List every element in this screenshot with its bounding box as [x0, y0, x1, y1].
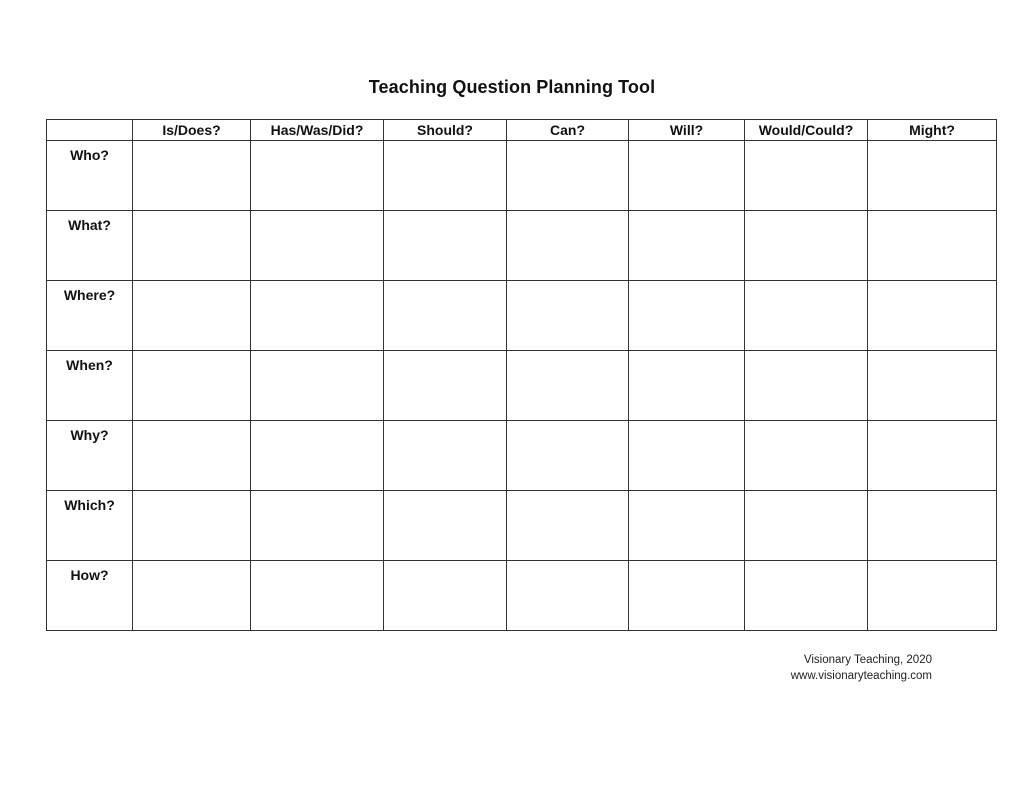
table-cell[interactable]: [507, 141, 629, 211]
table-cell[interactable]: [133, 211, 251, 281]
table-cell[interactable]: [251, 351, 384, 421]
column-header-should: Should?: [384, 120, 507, 141]
table-cell[interactable]: [629, 491, 745, 561]
table-cell[interactable]: [384, 141, 507, 211]
column-header-will: Will?: [629, 120, 745, 141]
table-cell[interactable]: [251, 561, 384, 631]
table-cell[interactable]: [251, 491, 384, 561]
table-cell[interactable]: [745, 141, 868, 211]
table-cell[interactable]: [745, 351, 868, 421]
table-cell[interactable]: [251, 281, 384, 351]
column-header-might: Might?: [868, 120, 997, 141]
table-cell[interactable]: [384, 421, 507, 491]
table-cell[interactable]: [745, 561, 868, 631]
table-cell[interactable]: [745, 421, 868, 491]
table-cell[interactable]: [629, 211, 745, 281]
table-cell[interactable]: [133, 491, 251, 561]
question-planning-table: [46, 119, 997, 631]
table-cell[interactable]: [507, 561, 629, 631]
table-cell[interactable]: [133, 281, 251, 351]
table-cell[interactable]: [507, 281, 629, 351]
table-row: [47, 141, 997, 211]
row-header-how: How?: [47, 561, 133, 631]
table-cell[interactable]: [745, 491, 868, 561]
table-cell[interactable]: [507, 421, 629, 491]
row-header-which: Which?: [47, 491, 133, 561]
row-header-where: Where?: [47, 281, 133, 351]
table-cell[interactable]: [629, 281, 745, 351]
table-cell[interactable]: [133, 351, 251, 421]
table-cell[interactable]: [133, 421, 251, 491]
table-cell[interactable]: [507, 211, 629, 281]
column-header-would-could: Would/Could?: [745, 120, 868, 141]
table-cell[interactable]: [507, 351, 629, 421]
table-cell[interactable]: [133, 141, 251, 211]
table-cell[interactable]: [868, 211, 997, 281]
table-cell[interactable]: [384, 211, 507, 281]
table-cell[interactable]: [868, 561, 997, 631]
table-row: [47, 421, 997, 491]
row-header-who: Who?: [47, 141, 133, 211]
table-row: [47, 211, 997, 281]
table-cell[interactable]: [745, 281, 868, 351]
footer-credit: Visionary Teaching, 2020: [803, 654, 932, 666]
table-cell[interactable]: [384, 491, 507, 561]
page-title: Teaching Question Planning Tool: [368, 77, 656, 97]
column-header-is-does: Is/Does?: [133, 120, 251, 141]
table-cell[interactable]: [868, 351, 997, 421]
table-cell[interactable]: [384, 351, 507, 421]
table-cell[interactable]: [629, 351, 745, 421]
table-cell[interactable]: [133, 561, 251, 631]
table-cell[interactable]: [384, 281, 507, 351]
table-cell[interactable]: [868, 281, 997, 351]
corner-cell: [47, 120, 133, 141]
table-cell[interactable]: [384, 561, 507, 631]
table-cell[interactable]: [251, 211, 384, 281]
table-cell[interactable]: [868, 421, 997, 491]
table-row: [47, 281, 997, 351]
table-cell[interactable]: [745, 211, 868, 281]
table-cell[interactable]: [629, 141, 745, 211]
row-header-why: Why?: [47, 421, 133, 491]
table-cell[interactable]: [868, 141, 997, 211]
footer: [700, 652, 932, 684]
table-row: [47, 351, 997, 421]
table-cell[interactable]: [868, 491, 997, 561]
table-row: [47, 491, 997, 561]
row-header-when: When?: [47, 351, 133, 421]
table-cell[interactable]: [629, 561, 745, 631]
table-cell[interactable]: [251, 421, 384, 491]
table-row: [47, 561, 997, 631]
row-header-what: What?: [47, 211, 133, 281]
table-cell[interactable]: [507, 491, 629, 561]
column-header-has-was-did: Has/Was/Did?: [251, 120, 384, 141]
footer-website-link[interactable]: www.visionaryteaching.com: [790, 670, 932, 682]
table-cell[interactable]: [629, 421, 745, 491]
header-row: [47, 120, 997, 141]
column-header-can: Can?: [507, 120, 629, 141]
table-cell[interactable]: [251, 141, 384, 211]
